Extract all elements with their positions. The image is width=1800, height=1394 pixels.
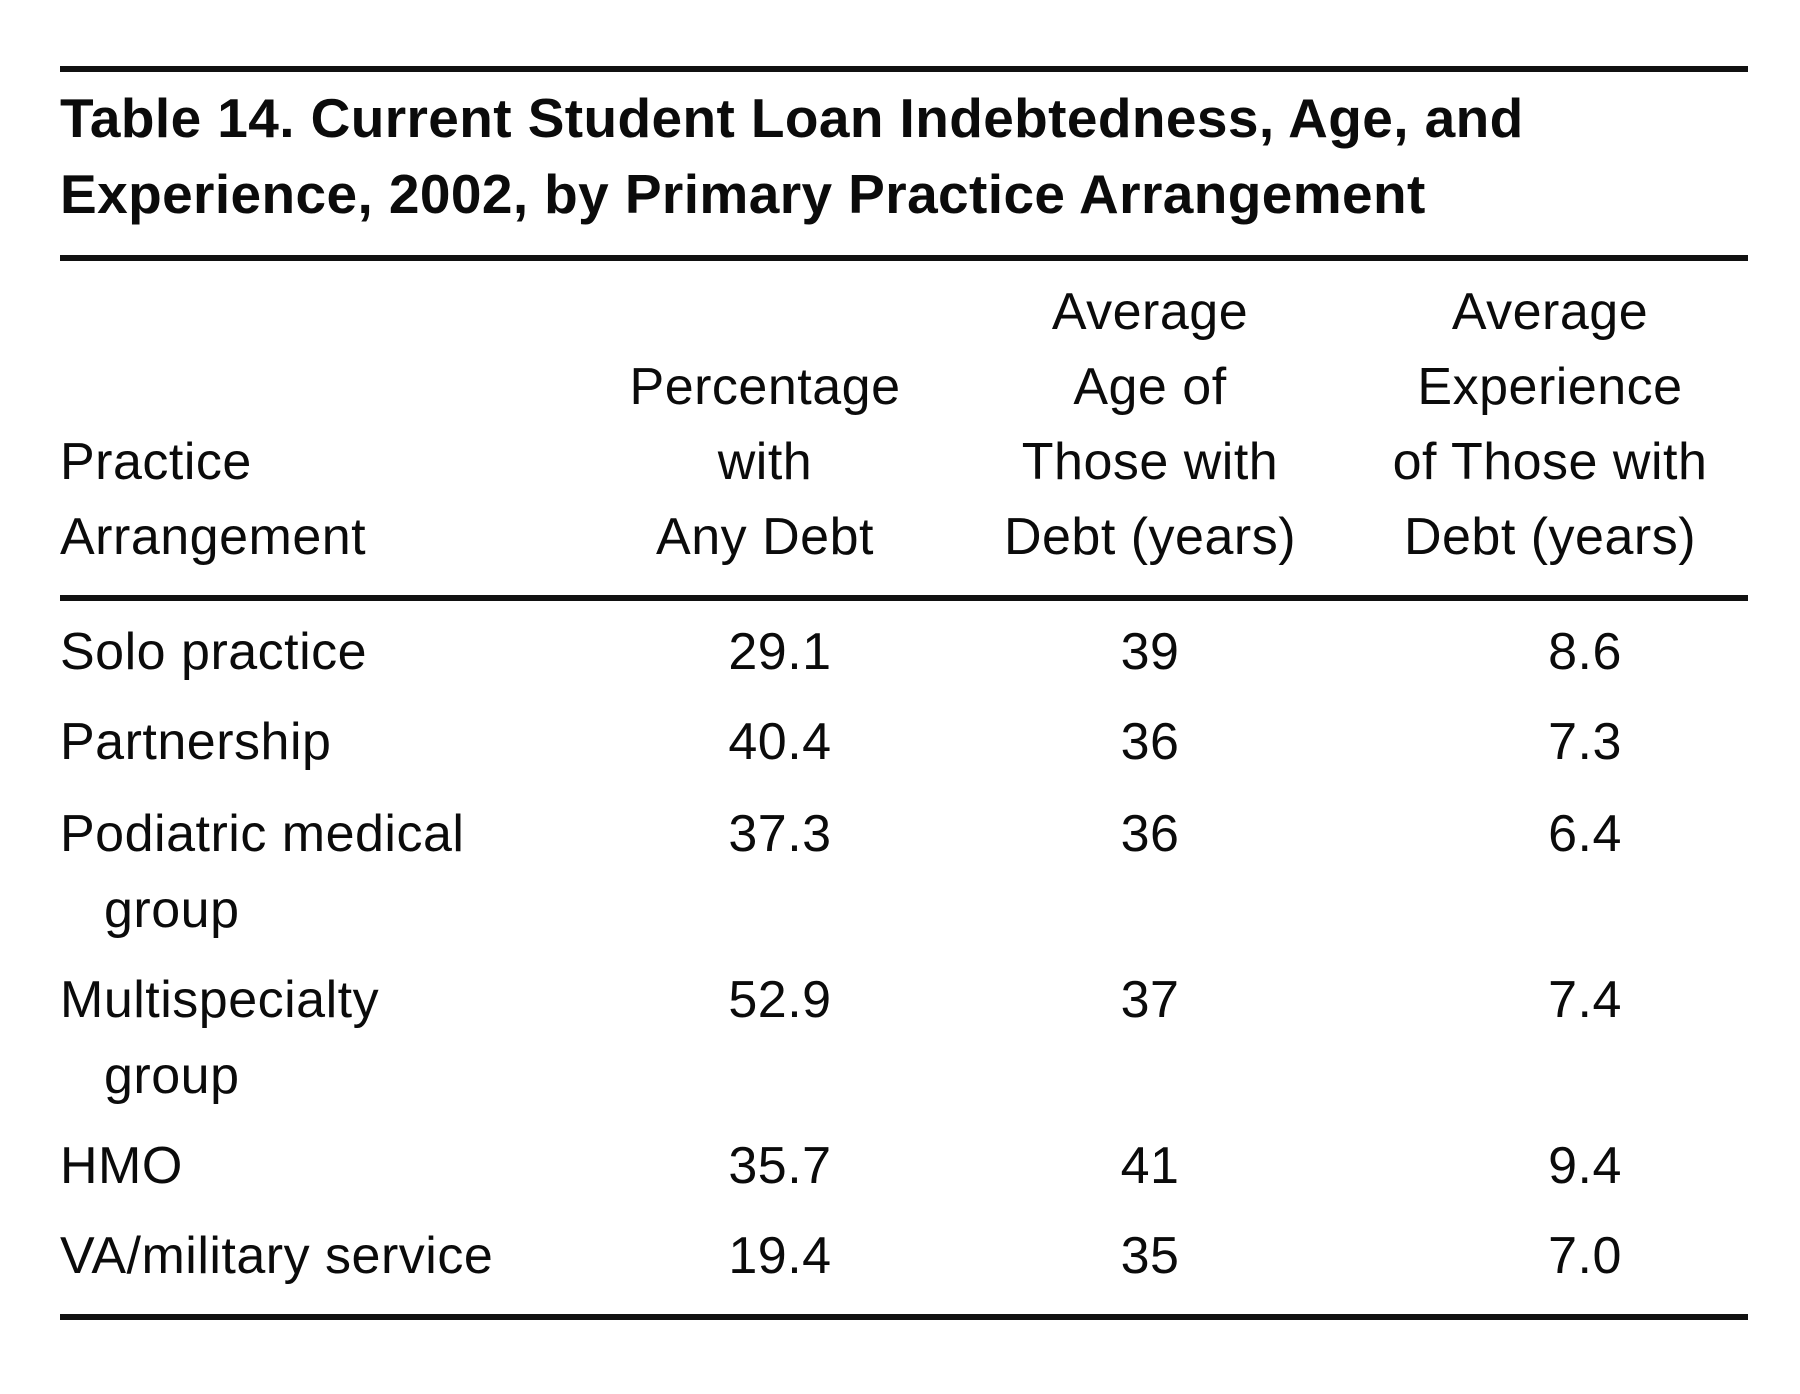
cell-average-experience: 6.4 [1548, 805, 1622, 863]
table-row [0, 704, 1800, 794]
row-label-text: HMO [60, 1137, 183, 1195]
column-header-line: Average [1051, 283, 1249, 341]
row-label [60, 1128, 183, 1204]
table-title-line-2: Experience, 2002, by Primary Practice Arrangement [60, 163, 1426, 225]
row-label-text: Partnership [60, 713, 332, 771]
column-header-line: of Those with [1392, 433, 1708, 491]
cell-average-experience: 7.4 [1548, 971, 1622, 1029]
column-header-line: Arrangement [60, 508, 367, 566]
row-label [60, 796, 464, 948]
row-label [60, 704, 331, 780]
cell-average-age: 36 [1120, 805, 1180, 863]
cell-average-experience: 7.0 [1548, 1227, 1622, 1285]
column-header-line: Debt (years) [1003, 508, 1297, 566]
column-header-line: Average [1451, 283, 1649, 341]
cell-average-age: 39 [1120, 623, 1180, 681]
cell-average-experience: 8.6 [1548, 623, 1622, 681]
column-header-line: Debt (years) [1403, 508, 1697, 566]
column-header-line: Percentage [629, 358, 901, 416]
cell-percentage: 35.7 [728, 1137, 832, 1195]
column-header-practice-arrangement [60, 425, 366, 575]
column-header-line: Any Debt [656, 508, 874, 566]
column-header-percentage-with-debt [560, 350, 970, 575]
column-header-average-age [970, 275, 1330, 575]
column-header-line: Practice [60, 433, 252, 491]
row-label [60, 614, 367, 690]
cell-average-age: 41 [1120, 1137, 1180, 1195]
row-label-text: Multispecialty [60, 971, 380, 1029]
cell-percentage: 29.1 [728, 623, 832, 681]
column-header-line: Those with [1021, 433, 1279, 491]
row-label-text: Podiatric medical [60, 805, 465, 863]
row-label-continuation: group [104, 881, 240, 939]
row-label [60, 962, 379, 1114]
table-row [0, 1218, 1800, 1308]
cell-average-age: 37 [1120, 971, 1180, 1029]
table-title-line-1: Table 14. Current Student Loan Indebtedness, Age, and [60, 87, 1524, 149]
row-label [60, 1218, 493, 1294]
row-label-continuation: group [104, 1047, 240, 1105]
row-label-text: Solo practice [60, 623, 368, 681]
column-header-line: Experience [1417, 358, 1683, 416]
column-header-line: Age of [1073, 358, 1227, 416]
row-label-text: VA/military service [60, 1227, 494, 1285]
header-rule [60, 595, 1748, 601]
table-row [0, 614, 1800, 704]
cell-percentage: 40.4 [728, 713, 832, 771]
cell-percentage: 52.9 [728, 971, 832, 1029]
top-rule [60, 66, 1748, 72]
cell-percentage: 37.3 [728, 805, 832, 863]
cell-average-experience: 9.4 [1548, 1137, 1622, 1195]
table-row [0, 796, 1800, 939]
bottom-rule [60, 1314, 1748, 1320]
cell-average-experience: 7.3 [1548, 713, 1622, 771]
column-header-average-experience [1340, 275, 1760, 575]
column-header-line: with [717, 433, 813, 491]
table-title [60, 80, 1750, 232]
cell-average-age: 36 [1120, 713, 1180, 771]
cell-average-age: 35 [1120, 1227, 1180, 1285]
title-rule [60, 255, 1748, 261]
cell-percentage: 19.4 [728, 1227, 832, 1285]
table-row [0, 962, 1800, 1105]
table-row [0, 1128, 1800, 1218]
